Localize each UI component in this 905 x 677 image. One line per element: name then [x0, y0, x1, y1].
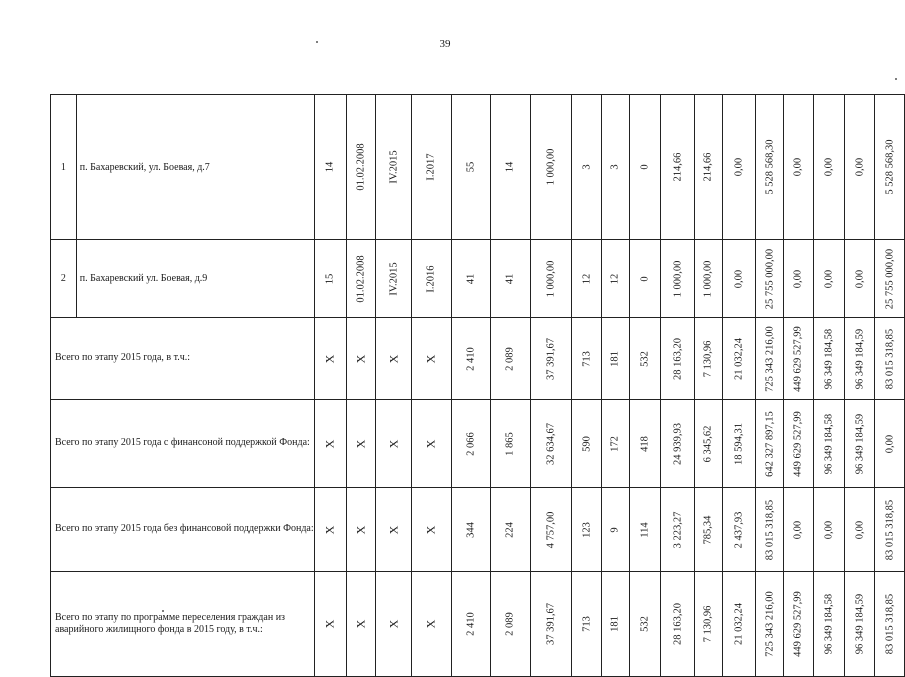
cell-value: Х: [423, 525, 438, 534]
table-cell: [530, 318, 572, 400]
table-cell: [875, 240, 905, 318]
table-cell: [530, 95, 572, 240]
cell-value: 181: [609, 616, 621, 632]
total-label: Всего по этапу по программе переселения граждан из аварийного жилищного фонда в 2015 году, в т.ч.:: [51, 572, 315, 677]
address-cell: п. Бахаревский, ул. Боевая, д.7: [76, 95, 314, 240]
table-cell: [491, 318, 531, 400]
table-cell: [661, 488, 695, 572]
cell-value: Х: [423, 619, 438, 629]
table-cell: [813, 240, 845, 318]
cell-value: 449 629 527,99: [792, 325, 804, 392]
cell-value: Х: [322, 354, 337, 363]
table-cell: [629, 572, 661, 677]
table-cell: [845, 572, 875, 677]
table-cell: [346, 318, 376, 400]
table-cell: [346, 240, 376, 318]
cell-value: 96 349 184,59: [854, 328, 866, 389]
table-cell: [784, 572, 814, 677]
cell-value: Х: [423, 439, 438, 448]
cell-value: 55: [465, 161, 477, 173]
cell-value: 2 089: [504, 346, 516, 371]
cell-value: Х: [353, 354, 368, 363]
cell-value: Х: [386, 439, 401, 448]
cell-value: 344: [465, 521, 477, 538]
cell-value: 1 865: [504, 431, 516, 456]
cell-value: Х: [353, 619, 368, 629]
table-cell: [813, 400, 845, 488]
table-cell: [722, 95, 756, 240]
table-cell: [411, 400, 451, 488]
cell-value: 0,00: [854, 520, 866, 539]
table-cell: [875, 318, 905, 400]
row-number: 2: [51, 240, 77, 318]
cell-value: Х: [386, 525, 401, 534]
cell-value: 96 349 184,58: [823, 593, 835, 655]
table-cell: [845, 240, 875, 318]
table-cell: [530, 488, 572, 572]
cell-value: Х: [322, 525, 337, 534]
cell-value: 2 089: [504, 612, 516, 636]
cell-value: 2 410: [465, 612, 477, 636]
cell-value: 12: [581, 273, 593, 284]
table-cell: [314, 572, 346, 677]
table-row: [51, 95, 905, 240]
table-cell: [784, 400, 814, 488]
table-cell: [722, 318, 756, 400]
table-cell: [601, 488, 629, 572]
table-cell: [530, 572, 572, 677]
cell-value: 28 163,20: [672, 603, 684, 645]
table-cell: [314, 95, 346, 240]
table-cell: [661, 95, 695, 240]
table-cell: [572, 488, 602, 572]
cell-value: 7 130,96: [702, 340, 714, 377]
cell-value: 725 343 216,00: [764, 591, 776, 657]
cell-value: 37 391,67: [545, 337, 557, 380]
table-cell: [411, 488, 451, 572]
cell-value: Х: [322, 439, 337, 448]
table-cell: [845, 400, 875, 488]
cell-value: 5 528 568,30: [764, 139, 776, 195]
table-cell: [756, 318, 784, 400]
table-cell: [530, 400, 572, 488]
table-cell: [346, 400, 376, 488]
cell-value: 1 000,00: [545, 260, 557, 297]
table-cell: [572, 400, 602, 488]
table-cell: [451, 240, 491, 318]
table-cell: [314, 240, 346, 318]
table-cell: [629, 95, 661, 240]
table-cell: [346, 572, 376, 677]
table-cell: [695, 240, 723, 318]
table-cell: [722, 488, 756, 572]
cell-value: 3 223,27: [672, 511, 684, 548]
table-row: [51, 240, 905, 318]
cell-value: 418: [639, 435, 651, 452]
cell-value: 1 000,00: [702, 260, 714, 297]
scan-speck: [162, 610, 164, 612]
cell-value: Х: [353, 525, 368, 534]
table-cell: [601, 400, 629, 488]
table-cell: [722, 400, 756, 488]
scan-speck: [316, 41, 318, 43]
cell-value: 1 000,00: [672, 260, 684, 297]
resettlement-table: [50, 94, 905, 677]
cell-value: 214,66: [672, 152, 684, 182]
cell-value: Х: [386, 619, 401, 629]
cell-value: 713: [581, 350, 593, 367]
cell-value: 532: [639, 350, 651, 367]
cell-value: 83 015 318,85: [764, 499, 776, 560]
table-cell: [491, 240, 531, 318]
cell-value: 5 528 568,30: [884, 139, 896, 195]
table-cell: [491, 95, 531, 240]
cell-value: 83 015 318,85: [884, 499, 896, 560]
cell-value: 0,00: [733, 157, 745, 177]
cell-value: 37 391,67: [545, 603, 557, 645]
cell-value: 83 015 318,85: [884, 328, 896, 389]
cell-value: 0,00: [823, 157, 835, 177]
cell-value: Х: [423, 354, 438, 363]
table-cell: [451, 488, 491, 572]
table-cell: [784, 95, 814, 240]
cell-value: 0,00: [854, 157, 866, 177]
cell-value: 449 629 527,99: [792, 591, 804, 657]
total-label: Всего по этапу 2015 года, в т.ч.:: [51, 318, 315, 400]
table-cell: [784, 488, 814, 572]
table-cell: [629, 488, 661, 572]
cell-value: 172: [609, 435, 621, 452]
cell-value: 1 000,00: [545, 148, 557, 186]
table-cell: [314, 400, 346, 488]
cell-value: 14: [504, 161, 516, 173]
table-cell: [695, 400, 723, 488]
cell-value: 713: [581, 616, 593, 632]
cell-value: 96 349 184,58: [823, 328, 835, 389]
cell-value: 25 755 000,00: [764, 248, 776, 309]
table-row: [51, 400, 905, 488]
cell-value: 96 349 184,59: [854, 413, 866, 474]
cell-value: 24 939,93: [672, 422, 684, 465]
row-number: 1: [51, 95, 77, 240]
cell-value: 96 349 184,59: [854, 593, 866, 655]
address-cell: п. Бахаревский ул. Боевая, д.9: [76, 240, 314, 318]
table-cell: [756, 400, 784, 488]
cell-value: 114: [639, 521, 651, 538]
cell-value: 0,00: [854, 269, 866, 288]
cell-value: 214,66: [702, 152, 714, 182]
table-cell: [722, 572, 756, 677]
cell-value: 2 437,93: [733, 511, 745, 548]
cell-value: 3: [581, 164, 593, 170]
cell-value: 785,34: [702, 515, 714, 544]
table-cell: [845, 95, 875, 240]
cell-value: 0,00: [733, 269, 745, 288]
cell-value: Х: [386, 354, 401, 363]
table-cell: [601, 572, 629, 677]
table-cell: [845, 318, 875, 400]
table-cell: [530, 240, 572, 318]
table-cell: [722, 240, 756, 318]
cell-value: 181: [609, 350, 621, 367]
table-cell: [491, 400, 531, 488]
cell-value: 25 755 000,00: [884, 248, 896, 309]
table-cell: [813, 572, 845, 677]
table-cell: [813, 95, 845, 240]
table-cell: [376, 95, 412, 240]
cell-value: 01.02.2008: [355, 143, 367, 191]
table-cell: [314, 488, 346, 572]
table-cell: [875, 400, 905, 488]
table-cell: [376, 318, 412, 400]
cell-value: 12: [609, 273, 621, 284]
table-cell: [845, 488, 875, 572]
table-cell: [784, 318, 814, 400]
cell-value: 0,00: [884, 434, 896, 453]
cell-value: 0: [639, 164, 651, 170]
cell-value: 6 345,62: [702, 425, 714, 462]
table-cell: [451, 400, 491, 488]
cell-value: 532: [639, 616, 651, 632]
cell-value: 83 015 318,85: [884, 593, 896, 655]
table-cell: [601, 318, 629, 400]
cell-value: 28 163,20: [672, 337, 684, 380]
table-cell: [695, 488, 723, 572]
cell-value: 32 634,67: [545, 422, 557, 465]
cell-value: 96 349 184,58: [823, 413, 835, 474]
table-cell: [451, 318, 491, 400]
table-row: [51, 572, 905, 677]
total-label: Всего по этапу 2015 года без финансовой поддержки Фонда:: [51, 488, 315, 572]
total-label: Всего по этапу 2015 года с финансоной поддержкой Фонда:: [51, 400, 315, 488]
table-cell: [756, 488, 784, 572]
cell-value: 224: [504, 521, 516, 538]
table-cell: [629, 240, 661, 318]
cell-value: 725 343 216,00: [764, 325, 776, 392]
cell-value: 21 032,24: [733, 603, 745, 645]
cell-value: 14: [324, 161, 336, 173]
table-cell: [661, 240, 695, 318]
cell-value: 449 629 527,99: [792, 410, 804, 477]
cell-value: I.2016: [425, 264, 437, 293]
table-cell: [572, 95, 602, 240]
table-cell: [875, 572, 905, 677]
table-cell: [813, 318, 845, 400]
table-cell: [695, 572, 723, 677]
table-row: [51, 318, 905, 400]
table-cell: [346, 95, 376, 240]
table-cell: [572, 240, 602, 318]
cell-value: 21 032,24: [733, 337, 745, 380]
table-row: [51, 488, 905, 572]
table-cell: [661, 400, 695, 488]
cell-value: Х: [322, 619, 337, 629]
table-cell: [601, 95, 629, 240]
cell-value: 0,00: [792, 157, 804, 177]
cell-value: I.2017: [425, 153, 437, 181]
cell-value: 7 130,96: [702, 605, 714, 643]
cell-value: 0,00: [792, 269, 804, 288]
cell-value: 0,00: [823, 269, 835, 288]
cell-value: 0,00: [823, 520, 835, 539]
cell-value: 4 757,00: [545, 511, 557, 548]
table-cell: [411, 318, 451, 400]
cell-value: 41: [465, 273, 477, 284]
table-cell: [491, 572, 531, 677]
table-cell: [875, 95, 905, 240]
table-cell: [813, 488, 845, 572]
table-cell: [629, 318, 661, 400]
table-cell: [756, 240, 784, 318]
cell-value: 642 327 897,15: [764, 410, 776, 477]
table-cell: [376, 240, 412, 318]
table-cell: [601, 240, 629, 318]
cell-value: 15: [324, 273, 336, 284]
cell-value: IV.2015: [388, 261, 400, 296]
table-cell: [411, 95, 451, 240]
table-cell: [572, 572, 602, 677]
table-cell: [695, 95, 723, 240]
table-cell: [875, 488, 905, 572]
cell-value: 0,00: [792, 520, 804, 539]
table-cell: [784, 240, 814, 318]
scan-speck: [895, 78, 897, 80]
table-cell: [411, 572, 451, 677]
cell-value: IV.2015: [388, 150, 400, 184]
table-cell: [346, 488, 376, 572]
table-cell: [411, 240, 451, 318]
cell-value: 2 066: [465, 431, 477, 456]
table-cell: [376, 400, 412, 488]
cell-value: 41: [504, 273, 516, 284]
cell-value: 590: [581, 435, 593, 452]
table-cell: [376, 572, 412, 677]
table-cell: [661, 572, 695, 677]
table-cell: [629, 400, 661, 488]
table-cell: [661, 318, 695, 400]
table-cell: [314, 318, 346, 400]
table-cell: [451, 95, 491, 240]
table-cell: [756, 572, 784, 677]
table-cell: [376, 488, 412, 572]
cell-value: Х: [353, 439, 368, 448]
table-cell: [451, 572, 491, 677]
cell-value: 123: [581, 521, 593, 538]
cell-value: 9: [609, 526, 621, 533]
table-cell: [695, 318, 723, 400]
cell-value: 18 594,31: [733, 422, 745, 465]
cell-value: 2 410: [465, 346, 477, 371]
table-cell: [491, 488, 531, 572]
table-cell: [756, 95, 784, 240]
table-cell: [572, 318, 602, 400]
cell-value: 01.02.2008: [355, 254, 367, 303]
cell-value: 0: [639, 275, 651, 282]
cell-value: 3: [609, 164, 621, 170]
page-number: 39: [439, 38, 451, 50]
